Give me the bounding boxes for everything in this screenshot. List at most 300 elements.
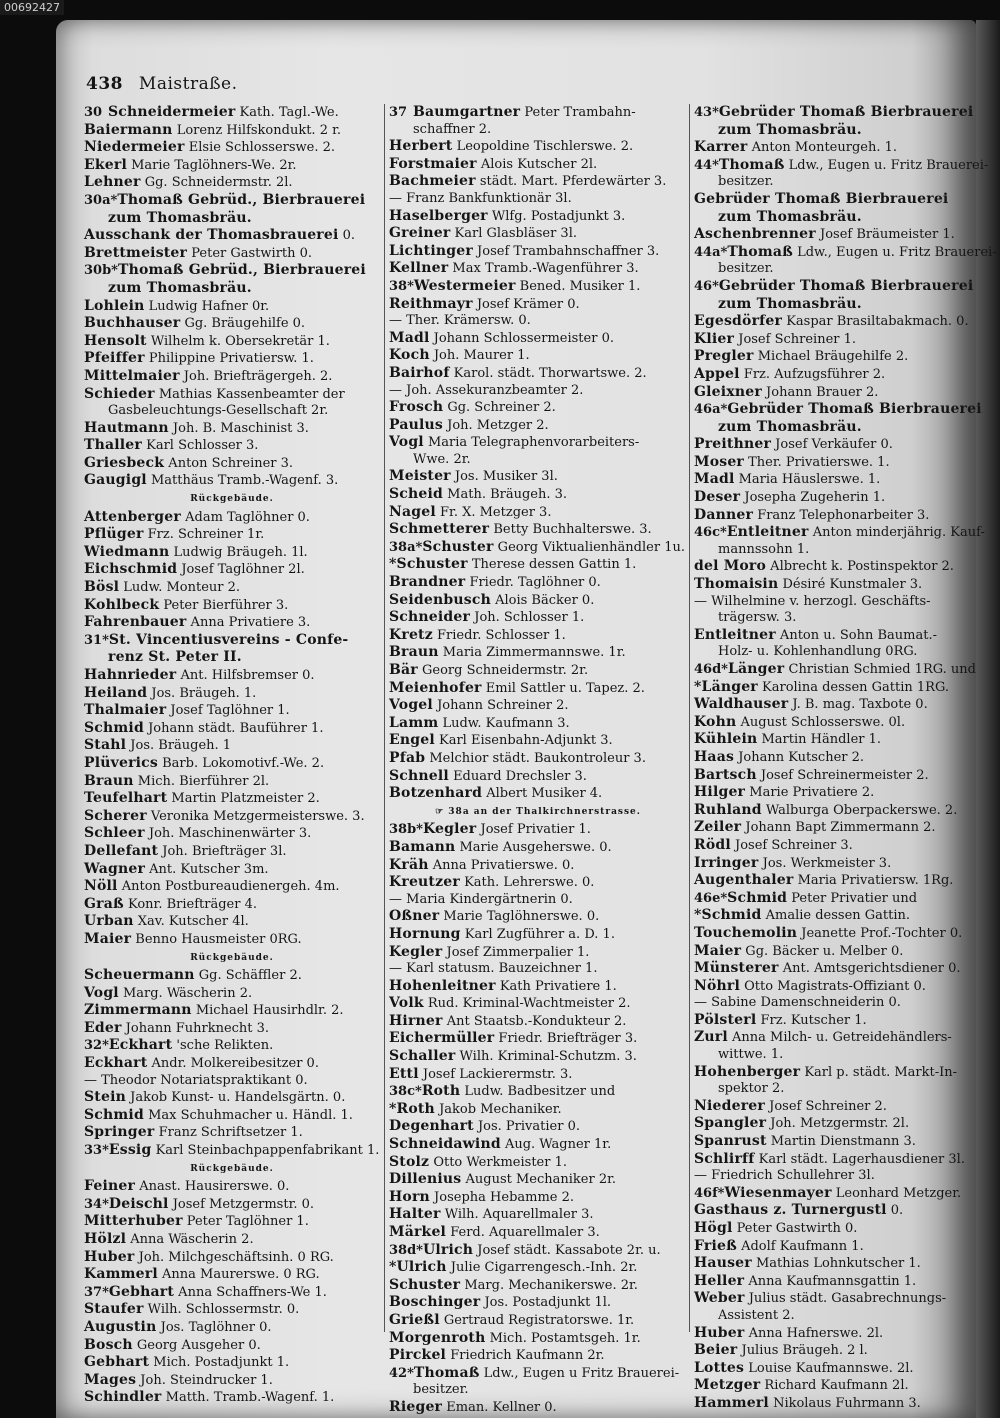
resident-name: Madl — [389, 329, 430, 346]
directory-entry — [84, 896, 380, 914]
resident-details: 'sche Relikten. — [172, 1038, 274, 1054]
directory-entry — [84, 808, 380, 826]
directory-entry — [389, 627, 687, 645]
directory-entry — [84, 104, 380, 122]
resident-name: Schlirff — [694, 1150, 755, 1167]
resident-details: — Maria Kindergärtnerin 0. — [389, 891, 573, 907]
directory-entry — [694, 558, 970, 576]
resident-details: Kaspar Brasiltabakmach. 0. — [782, 314, 969, 330]
resident-name: Eichermüller — [389, 1030, 495, 1047]
directory-entry — [389, 874, 687, 892]
directory-entry — [389, 383, 687, 400]
resident-name: Kegler — [422, 821, 477, 838]
resident-details: Louise Kaufmannswe. 2l. — [744, 1360, 914, 1376]
resident-details: Betty Buchhalterswe. 3. — [489, 522, 652, 538]
house-number: 30b* — [84, 263, 118, 279]
resident-name: Hornung — [389, 925, 461, 942]
resident-details: Joh. Milchgeschäftsinh. 0 RG. — [134, 1249, 334, 1265]
directory-entry — [694, 261, 970, 278]
street-name: Maistraße. — [138, 74, 238, 94]
resident-name: Fahrenbauer — [84, 614, 187, 631]
directory-entry — [694, 767, 970, 785]
resident-details: Joh. Steindrucker 1. — [136, 1372, 273, 1388]
resident-details: Michael Bräugehilfe 2. — [753, 349, 909, 365]
directory-entry — [694, 855, 970, 873]
resident-details: Aug. Wagner 1r. — [500, 1137, 612, 1153]
directory-entry — [694, 1151, 970, 1169]
directory-entry — [389, 243, 687, 261]
resident-name: Hammerl — [694, 1394, 769, 1411]
resident-details: Peter Gastwirth 0. — [187, 245, 313, 261]
resident-details: Amalie dessen Gattin. — [761, 908, 911, 924]
resident-name: Mitterhuber — [84, 1213, 183, 1230]
directory-entry — [694, 1238, 970, 1256]
resident-name: Hohenberger — [694, 1063, 801, 1080]
directory-entry — [389, 644, 687, 662]
resident-details: Melchior städt. Baukontroleur 3. — [425, 750, 646, 766]
resident-details: Johann Fuhrknecht 3. — [121, 1020, 270, 1036]
resident-details: Anton Schreiner 3. — [164, 455, 294, 471]
resident-details: August Mechaniker 2r. — [461, 1172, 617, 1188]
directory-entry — [84, 139, 380, 157]
resident-name: Huber — [694, 1324, 745, 1341]
directory-entry — [389, 1101, 687, 1119]
house-number: 46f* — [694, 1185, 725, 1201]
directory-entry — [389, 330, 687, 348]
resident-name: Mages — [84, 1371, 137, 1388]
resident-name: Zurl — [694, 1029, 728, 1046]
resident-name: Bairhof — [389, 364, 450, 381]
house-number: 38c* — [389, 1084, 422, 1100]
resident-name: Gaugigl — [84, 472, 147, 489]
resident-name: Gebrüder Thomaß Bierbrauerei — [718, 104, 974, 120]
resident-name: Entleitner — [726, 524, 809, 541]
directory-entry — [694, 226, 970, 244]
resident-details: Marie Ausgeherswe. 0. — [455, 839, 612, 855]
directory-entry — [84, 350, 380, 368]
resident-details: Franz Schriftsetzer 1. — [154, 1125, 303, 1141]
directory-entry — [694, 978, 970, 996]
resident-name: Bösl — [84, 579, 120, 596]
resident-name: Horn — [389, 1188, 430, 1205]
resident-details: Josepha Zugeherin 1. — [740, 490, 886, 506]
directory-entry — [84, 472, 380, 490]
resident-name: renz St. Peter II. — [108, 649, 242, 666]
directory-entry — [84, 420, 380, 438]
resident-name: Märkel — [389, 1224, 447, 1240]
resident-name: del Moro — [694, 558, 767, 575]
directory-entry — [84, 1020, 380, 1038]
directory-entry — [694, 1029, 970, 1047]
directory-entry — [694, 1081, 970, 1098]
resident-details: Holz- u. Kohlenhandlung 0RG. — [718, 644, 918, 660]
resident-name: Pregler — [694, 348, 754, 365]
directory-entry — [389, 504, 687, 522]
house-number: 44* — [694, 157, 719, 173]
directory-entry — [389, 104, 687, 122]
directory-entry — [389, 1382, 687, 1399]
directory-entry — [694, 209, 970, 227]
directory-entry — [389, 1136, 687, 1154]
directory-entry — [389, 574, 687, 592]
resident-details: Ant. Amtsgerichtsdiener 0. — [778, 961, 961, 977]
resident-details: Wilh. Kriminal-Schutzm. 3. — [455, 1049, 637, 1065]
directory-entry — [84, 667, 380, 685]
resident-name: Haas — [694, 748, 735, 765]
resident-name: Schindler — [84, 1389, 162, 1406]
resident-name: Schmid — [727, 889, 788, 906]
resident-details: Otto Magistrats-Offiziant 0. — [740, 978, 926, 994]
resident-name: Rödl — [694, 836, 731, 853]
resident-details: Josef Schreinermeister 2. — [756, 767, 929, 783]
resident-details: Gg. Schäffler 2. — [194, 968, 302, 984]
resident-name: Braun — [389, 644, 439, 661]
directory-entry — [84, 1196, 380, 1214]
resident-name: Paulus — [389, 416, 443, 433]
resident-name: Appel — [694, 365, 740, 382]
resident-name: Mittelmaier — [84, 367, 180, 384]
resident-name: Pfeiffer — [84, 350, 145, 367]
resident-details: Elsie Schlosserswe. 2. — [184, 140, 336, 156]
resident-name: Ulrich — [422, 1241, 474, 1258]
directory-entry — [694, 384, 970, 402]
book-edge — [976, 20, 1000, 1418]
directory-entry — [84, 967, 380, 985]
directory-entry — [389, 732, 687, 750]
house-number: 34* — [84, 1196, 109, 1212]
directory-entry — [389, 452, 687, 469]
resident-details: — Sabine Damenschneiderin 0. — [694, 995, 901, 1011]
resident-name: Kellner — [389, 260, 449, 277]
column-divider — [384, 104, 385, 1332]
resident-name: zum Thomasbräu. — [718, 208, 862, 225]
directory-entry — [84, 333, 380, 351]
resident-name: Pflüger — [84, 526, 144, 543]
directory-entry — [84, 1124, 380, 1142]
resident-name: Dillenius — [389, 1171, 462, 1188]
directory-entry — [389, 1277, 687, 1295]
resident-details: Ludw. Badbesitzer und — [460, 1084, 616, 1100]
resident-name: Scherer — [84, 807, 147, 824]
resident-details: Max Tramb.-Wagenführer 3. — [448, 261, 639, 277]
resident-details: Anna Wäscherin 2. — [126, 1232, 254, 1247]
resident-name: Meister — [389, 468, 451, 485]
resident-details: Wilh. Schlossermstr. 0. — [143, 1302, 300, 1318]
resident-name: Frosch — [389, 399, 444, 416]
directory-entry — [389, 1399, 687, 1417]
resident-name: Entleitner — [694, 626, 776, 643]
resident-details: — Franz Bankfunktionär 3l. — [389, 190, 572, 206]
resident-name: Touchemolin — [694, 924, 798, 941]
resident-details: Peter Bierführer 3. — [159, 597, 289, 613]
resident-details: Konr. Briefträger 4. — [123, 896, 257, 912]
resident-details: Karl Schlosser 3. — [142, 438, 259, 454]
resident-details: Eduard Drechsler 3. — [448, 768, 587, 784]
resident-name: Schmid — [84, 719, 144, 736]
directory-entry — [84, 1266, 380, 1284]
directory-entry — [84, 931, 380, 949]
resident-details: besitzer. — [413, 1382, 469, 1398]
resident-name: Dellefant — [84, 842, 159, 859]
directory-entry — [694, 749, 970, 767]
resident-name: Ettl — [389, 1065, 419, 1082]
directory-entry — [84, 1142, 380, 1160]
resident-name: Schuster — [422, 538, 494, 555]
resident-details: Kath. Tagl.-We. — [235, 105, 339, 120]
resident-name: Botzenhard — [389, 785, 483, 802]
column-2 — [389, 104, 687, 1417]
resident-name: St. Vincentiusvereins - Confe- — [108, 631, 349, 648]
resident-details: Josef Krämer 0. — [472, 296, 580, 312]
directory-entry — [389, 191, 687, 208]
resident-details: Otto Werkmeister 1. — [429, 1154, 567, 1170]
resident-details: Karl Zugführer a. D. 1. — [460, 926, 615, 942]
directory-entry — [84, 720, 380, 738]
resident-details: Kath. Lehrerswe. 0. — [459, 875, 595, 891]
resident-details: Ant. Hilfsbremser 0. — [176, 668, 315, 683]
directory-entry — [694, 436, 970, 454]
resident-details: Peter Trambahn- — [520, 105, 636, 120]
directory-entry — [694, 610, 970, 627]
directory-entry — [84, 157, 380, 175]
resident-name: Gebhart — [108, 1283, 175, 1300]
resident-details: Assistent 2. — [718, 1307, 795, 1323]
resident-details: Gg. Schneidermstr. 2l. — [140, 175, 293, 191]
resident-details: Josef Verkäufer 0. — [771, 437, 893, 453]
resident-name: Gebrüder Thomaß Bierbrauerei — [694, 190, 949, 207]
directory-entry — [389, 296, 687, 314]
directory-entry — [694, 1012, 970, 1030]
directory-entry — [84, 1107, 380, 1125]
directory-entry — [694, 960, 970, 978]
resident-name: Maier — [84, 930, 132, 947]
directory-entry — [694, 139, 970, 157]
directory-entry — [389, 821, 687, 839]
resident-name: Ekerl — [84, 156, 127, 173]
directory-entry — [389, 1347, 687, 1365]
resident-details: J. B. mag. Taxbote 0. — [788, 697, 928, 713]
resident-details: Kath Privatiere 1. — [495, 978, 617, 994]
resident-details: Ludw. Monteur 2. — [119, 580, 241, 596]
directory-entry — [389, 609, 687, 627]
directory-entry — [389, 680, 687, 698]
directory-entry — [694, 419, 970, 437]
directory-entry — [694, 313, 970, 331]
resident-name: Grießl — [389, 1311, 440, 1328]
resident-name: Schneidawind — [389, 1136, 501, 1153]
resident-name: Forstmaier — [389, 155, 477, 172]
resident-name: Pirckel — [389, 1347, 447, 1364]
directory-entry — [389, 365, 687, 383]
resident-name: Thomaß — [718, 156, 785, 173]
resident-name: Thomaß Gebrüd., Bierbrauerei — [117, 262, 366, 279]
resident-details: Maria Häuslerswe. 1. — [734, 472, 881, 488]
resident-details: Gg. Bäcker u. Melber 0. — [741, 943, 904, 959]
resident-details: wittwe. 1. — [718, 1047, 784, 1063]
resident-details: Jakob Mechaniker. — [434, 1101, 562, 1117]
resident-name: Länger — [727, 661, 785, 677]
resident-details: Johann Kutscher 2. — [734, 749, 865, 765]
resident-details: Benno Hausmeister 0RG. — [131, 931, 302, 947]
resident-name: Danner — [694, 506, 754, 523]
resident-name: Niedermeier — [84, 139, 185, 156]
resident-name: Thomaß — [413, 1364, 480, 1381]
resident-name: Hahnrieder — [84, 667, 177, 683]
resident-details: Martin Händler 1. — [757, 732, 882, 748]
house-number: 38d* — [389, 1242, 423, 1258]
resident-name: Kreutzer — [389, 874, 460, 891]
resident-name: Lohlein — [84, 297, 145, 314]
resident-name: Hirner — [389, 1012, 443, 1029]
directory-entry — [694, 277, 974, 296]
resident-name: Meienhofer — [389, 679, 482, 696]
resident-details: Karolina dessen Gattin 1RG. — [757, 679, 950, 695]
resident-name: Stein — [84, 1089, 126, 1106]
directory-entry — [389, 1154, 687, 1172]
directory-entry — [389, 1118, 687, 1136]
resident-name: *Roth — [389, 1100, 435, 1117]
resident-details: Albert Musiker 4. — [482, 786, 603, 802]
directory-entry — [694, 156, 989, 175]
directory-entry — [84, 685, 380, 703]
resident-name: Thomaisin — [694, 576, 779, 593]
directory-entry — [694, 1133, 970, 1151]
resident-name: Schmid — [84, 1106, 144, 1123]
directory-entry — [389, 1312, 687, 1330]
directory-entry — [694, 1098, 970, 1116]
resident-name: Engel — [389, 732, 435, 749]
resident-name: Pfab — [389, 749, 426, 766]
resident-details: Désiré Kunstmaler 3. — [778, 577, 923, 593]
resident-name: Attenberger — [84, 508, 181, 525]
resident-details: Rud. Kriminal-Wachtmeister 2. — [423, 996, 631, 1012]
resident-name: Schaller — [389, 1048, 456, 1065]
directory-entry — [389, 208, 687, 226]
resident-details: Nikolaus Fuhrmann 3. — [768, 1395, 921, 1411]
resident-name: Heller — [694, 1272, 745, 1289]
resident-details: Jos. Bräugeh. 1 — [126, 738, 232, 754]
resident-name: Kegler — [389, 943, 443, 960]
directory-entry — [389, 926, 687, 944]
directory-entry — [84, 649, 380, 667]
directory-entry — [84, 702, 380, 720]
resident-name: Ausschank der Thomasbrauerei — [84, 227, 339, 244]
resident-details: Ant. Kutscher 3m. — [145, 861, 269, 877]
resident-details: Frz. Kutscher 1. — [756, 1012, 867, 1028]
resident-name: *Schuster — [389, 556, 468, 573]
directory-entry — [84, 579, 380, 597]
resident-details: August Schlosserswe. 0l. — [736, 714, 906, 730]
resident-details: Jeanette Prof.-Tochter 0. — [797, 925, 963, 941]
resident-name: Huber — [84, 1248, 135, 1265]
directory-entry — [694, 401, 982, 419]
resident-details: Anast. Hausirerswe. 0. — [135, 1179, 290, 1195]
resident-name: Lottes — [694, 1359, 745, 1376]
resident-name: Kammerl — [84, 1266, 158, 1283]
directory-entry — [84, 825, 380, 843]
directory-entry — [84, 1089, 380, 1107]
resident-name: Teufelhart — [84, 790, 168, 807]
directory-entry — [84, 1002, 380, 1020]
resident-name: Baumgartner — [413, 104, 521, 120]
resident-name: Thalmaier — [84, 702, 167, 719]
directory-entry — [84, 544, 380, 562]
resident-name: Bär — [389, 662, 418, 678]
directory-entry — [84, 1301, 380, 1319]
resident-name: Roth — [421, 1083, 461, 1100]
resident-details: Matth. Tramb.-Wagenf. 1. — [161, 1390, 335, 1406]
resident-details: Lorenz Hilfskondukt. 2 r. — [172, 122, 342, 138]
resident-name: Bamann — [389, 838, 456, 855]
resident-details: — Karl statusm. Bauzeichner 1. — [389, 961, 598, 977]
resident-details: Georg Schneidermstr. 2r. — [417, 663, 589, 678]
directory-entry — [694, 1064, 970, 1082]
directory-entry — [389, 1330, 687, 1348]
resident-details: Mich. Postamtsgeh. 1r. — [485, 1330, 641, 1346]
directory-entry — [84, 597, 380, 615]
directory-entry — [389, 1294, 687, 1312]
directory-entry — [694, 1342, 970, 1360]
resident-details: Ther. Privatierswe. 1. — [744, 454, 890, 470]
resident-name: Haselberger — [389, 207, 488, 224]
directory-entry — [389, 961, 687, 978]
resident-name: Kühlein — [694, 731, 758, 748]
resident-details: Bened. Musiker 1. — [515, 278, 641, 294]
directory-entry — [389, 715, 687, 733]
resident-details: Josef Bräumeister 1. — [815, 227, 955, 243]
resident-details: Johann Brauer 2. — [761, 384, 879, 400]
house-number: 46e* — [694, 890, 728, 906]
resident-details: Karl Eisenbahn-Adjunkt 3. — [434, 733, 613, 749]
directory-entry — [694, 1308, 970, 1325]
section-subheading: ☞ 38a an der Thalkirchnerstrasse. — [435, 806, 641, 817]
resident-name: Metzger — [694, 1377, 761, 1394]
directory-entry — [694, 507, 970, 525]
directory-entry — [389, 1259, 687, 1277]
resident-name: *Ulrich — [389, 1259, 447, 1276]
resident-details: Josef städt. Kassabote 2r. u. — [473, 1242, 661, 1258]
directory-entry — [84, 1354, 380, 1372]
resident-name: Thaller — [84, 437, 142, 454]
directory-entry — [389, 892, 687, 909]
resident-details: Anna Privatierswe. 0. — [428, 857, 575, 873]
directory-entry — [389, 434, 687, 452]
directory-entry — [84, 1213, 380, 1231]
directory-entry — [84, 1055, 380, 1073]
resident-details: Martin Platzmeister 2. — [167, 791, 320, 807]
resident-name: Stahl — [84, 737, 127, 754]
directory-entry — [389, 839, 687, 857]
directory-entry — [694, 331, 970, 349]
resident-details: Jos. Taglöhner 0. — [156, 1319, 272, 1335]
directory-entry — [694, 594, 970, 611]
directory-entry — [84, 985, 380, 1003]
directory-entry — [84, 437, 380, 455]
resident-name: zum Thomasbräu. — [108, 279, 252, 296]
resident-details: Jos. Werkmeister 3. — [758, 855, 892, 871]
resident-name: Lehner — [84, 174, 141, 191]
resident-details: Joh. Briefträger 3l. — [158, 843, 287, 859]
resident-details: Alois Bäcker 0. — [490, 592, 595, 608]
resident-details: Friedr. Schlosser 1. — [432, 627, 566, 643]
resident-details: — Ther. Krämersw. 0. — [389, 313, 531, 329]
resident-details: Gg. Bräugehilfe 0. — [180, 316, 306, 332]
resident-name: Schleer — [84, 825, 145, 842]
resident-name: Wiesenmayer — [724, 1184, 832, 1201]
directory-entry — [389, 978, 687, 996]
resident-name: Urban — [84, 913, 134, 930]
resident-details: Joh. Maurer 1. — [429, 348, 530, 364]
